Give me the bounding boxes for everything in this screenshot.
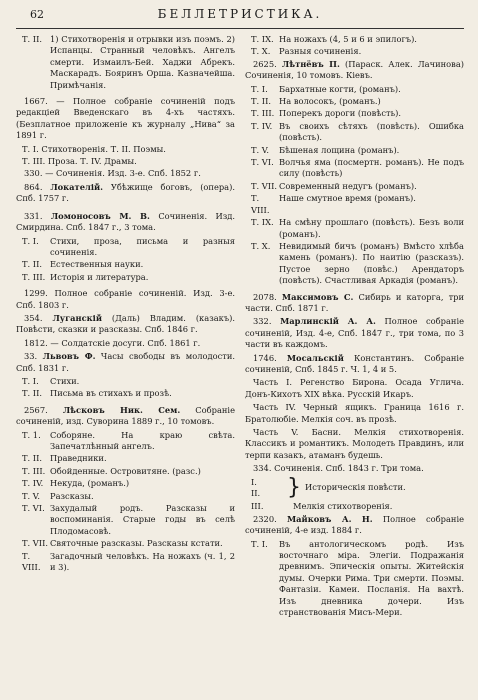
page-header xyxy=(16,6,464,28)
catalog-volume xyxy=(16,466,235,477)
entry-author: Майковъ А. Н. xyxy=(286,513,373,524)
volume-text: Наше смутное время (романъ). xyxy=(279,193,416,204)
volume-text: Современный недугъ (романъ). xyxy=(279,180,417,191)
volume-text: Поперекъ дороги (повѣсть). xyxy=(279,108,401,119)
volume-label: Т. II. xyxy=(22,259,43,270)
catalog-volume xyxy=(16,34,235,91)
volume-text: На волосокъ, (романъ.) xyxy=(279,96,381,107)
catalog-entry: 1667. — Полное собраніе сочиненій подъ редакціей Введенскаго въ 4-хъ частяхъ. (Безплатное приложеніе къ журналу „Нива“ за 1891 г. xyxy=(16,96,235,141)
right-column xyxy=(245,34,464,620)
catalog-volume xyxy=(245,108,464,119)
volume-text: Бархатные когти, (романъ). xyxy=(279,83,401,94)
entry-number: 354. xyxy=(24,312,43,323)
volume-label: Т. IX. xyxy=(251,34,274,44)
entry-number: 2320. xyxy=(253,513,277,524)
catalog-entry xyxy=(16,405,235,428)
catalog-volume xyxy=(245,539,464,619)
brace-labels xyxy=(245,477,287,500)
entry-author: Лѣсковъ Ник. Сем. xyxy=(62,404,181,415)
volume-text: Некуда, (романъ.) xyxy=(50,478,130,489)
catalog-entry xyxy=(16,313,235,336)
header-rule xyxy=(16,28,464,29)
volume-label: Т. I. xyxy=(22,235,39,246)
catalog-volume xyxy=(16,491,235,502)
entry-number: 864. xyxy=(24,181,43,192)
volume-label: I. xyxy=(251,476,257,487)
catalog-entry xyxy=(245,316,464,350)
volume-text: Мелкія стихотворенія. xyxy=(293,501,393,512)
volume-text: На смѣну прошлаго (повѣсть). Безъ воли (романъ). xyxy=(279,217,464,239)
entry-text: Сибирь и каторга, три части. Спб. 1871 г. xyxy=(245,291,465,313)
catalog-volume xyxy=(16,376,235,387)
volume-text: Въ антологическомъ родѣ. Изъ восточнаго міра. Элегіи. Подражанія древнимъ. Эпическія опыты. Житейскія думы. Очерки Рима. Три смерти. Поэмы. Фантазіи. Камеи. Посланія. На вахтѣ. Изъ дневника дочери. Изъ странствованія Мисъ-Мери. xyxy=(279,538,464,618)
volume-label: Т. II. xyxy=(22,453,43,464)
volume-text: Въ своихъ сѣтяхъ (повѣсть). Ошибка (повѣсть). xyxy=(279,120,464,143)
volume-text: Т. III. Проза. Т. IV. Драмы. xyxy=(22,156,137,167)
volume-text: Исторія и литература. xyxy=(50,271,149,282)
volume-text: Стихи. xyxy=(50,375,80,386)
catalog-entry: 1812. — Солдатскіе досуги. Спб. 1861 г. xyxy=(24,337,201,348)
catalog-entry xyxy=(16,351,235,374)
volume-list xyxy=(245,34,464,58)
volume-text: Обойденные. Островитяне. (разс.) xyxy=(50,465,201,476)
catalog-volume xyxy=(245,121,464,144)
catalog-volume xyxy=(245,217,464,240)
two-column-body xyxy=(16,34,464,620)
volume-label: Т. II. xyxy=(251,96,272,107)
volume-label: II. xyxy=(251,488,261,499)
catalog-volume xyxy=(16,236,235,259)
volume-text: 1) Стихотворенія и отрывки изъ поэмъ. 2) Испанцы. Странный человѣкъ. Ангелъ смерти. Измаилъ-Бей. Хаджи Абрекъ. Маскарадъ. Бояринъ Орша. Казначейша. Примѣчанія. xyxy=(50,34,235,90)
entry-text: Собраніе сочиненій, изд. Суворина 1889 г., 10 томовъ. xyxy=(16,404,235,427)
volume-label: Т. IV. xyxy=(22,478,44,489)
entry-author: Лѣтнёвъ П. xyxy=(281,58,340,69)
volume-label: Т. VI. xyxy=(22,503,45,514)
catalog-entry: 330. — Сочиненія. Изд. 3-е. Спб. 1852 г. xyxy=(24,168,201,179)
volume-text: На ножахъ (4, 5 и 6 и эпилогъ). xyxy=(279,34,417,44)
catalog-entry xyxy=(245,353,464,376)
entry-text: Константинъ. Собраніе сочиненій, Спб. 1845 г. Ч. 1, 4 и 5. xyxy=(245,352,464,374)
volume-text: Стихи, проза, письма и разныя сочиненія. xyxy=(50,235,235,257)
catalog-volume xyxy=(16,551,235,574)
catalog-volume xyxy=(16,478,235,489)
volume-label: Т. X. xyxy=(251,46,271,57)
volume-label: Т. I. xyxy=(251,538,268,549)
catalog-volume xyxy=(245,84,464,95)
page-number: 62 xyxy=(30,8,44,21)
entry-number: 1746. xyxy=(253,352,277,363)
entry-number: 2567. xyxy=(24,404,48,415)
entry-text: Полное собраніе сочиненій, 4-е изд. 1884 г. xyxy=(245,513,465,536)
catalog-entry xyxy=(245,292,464,315)
curly-brace-icon: } xyxy=(287,475,301,501)
volume-label: Т. V. xyxy=(251,144,269,155)
volume-label: Т. VIII. xyxy=(22,550,41,573)
volume-label: Т. III. xyxy=(22,465,46,476)
volume-label: Т. I. xyxy=(22,375,39,386)
catalog-volume xyxy=(245,96,464,107)
entry-text: (Даль) Владим. (казакъ). Повѣсти, сказки и разсказы. Спб. 1846 г. xyxy=(16,312,235,335)
catalog-volume xyxy=(245,193,464,216)
volume-label: Т. I. xyxy=(251,83,268,94)
catalog-volume xyxy=(16,430,235,453)
catalog-part: Часть IV. Черный ящикъ. Граница 1616 г. Братолюбіе. Мелкія соч. въ прозѣ. xyxy=(245,402,464,424)
volume-label: Т. IX. xyxy=(251,217,274,228)
entry-author: Луганскій xyxy=(52,312,102,323)
volume-label: Т. II. xyxy=(22,34,43,44)
catalog-entry: 1299. Полное собраніе сочиненій. Изд. 3-е. Спб. 1803 г. xyxy=(16,288,235,310)
volume-label: Т. IV. xyxy=(251,120,273,131)
volume-text: Захудалый родъ. Разсказы и воспоминанія. Старые годы въ селѣ Плодомасовѣ. xyxy=(50,503,235,536)
catalog-volume xyxy=(245,46,464,57)
volume-text: Разныя сочиненія. xyxy=(279,46,362,57)
entry-author: Мосальскій xyxy=(286,352,344,363)
volume-label: Т. III. xyxy=(22,271,46,282)
volume-list xyxy=(16,430,235,574)
volume-label: Т. 1. xyxy=(22,429,41,440)
volume-label: III. xyxy=(251,501,264,512)
catalog-volume xyxy=(16,388,235,399)
entry-number: 2078. xyxy=(253,291,277,302)
volume-label: Т. III. xyxy=(251,108,275,119)
catalog-volume xyxy=(245,145,464,156)
catalog-volume xyxy=(245,34,464,45)
catalog-volume xyxy=(245,157,464,180)
volume-label: Т. VII. xyxy=(22,538,48,549)
entry-number: 332. xyxy=(253,316,272,327)
left-column xyxy=(16,34,235,620)
brace-group xyxy=(245,477,464,500)
catalog-part: Часть V. Басни. Мелкія стихотворенія. Классикъ и романтикъ. Молодеть Правдинъ, или терпи казакъ, атаманъ будешь. xyxy=(245,427,464,460)
running-title: БЕЛЛЕТРИСТИКА. xyxy=(157,7,323,21)
volume-label: Т. VI. xyxy=(251,157,274,168)
entry-text: Убѣжище боговъ, (опера). Спб. 1757 г. xyxy=(16,181,235,204)
volume-label: Т. VIII. xyxy=(251,193,270,215)
entry-author: Максимовъ С. xyxy=(281,291,354,302)
volume-text: Соборяне. На краю свѣта. Запечатлѣнный ангелъ. xyxy=(50,429,235,451)
entry-number: 33. xyxy=(24,351,38,362)
catalog-volume xyxy=(16,259,235,270)
volume-label: Т. V. xyxy=(22,490,40,501)
catalog-volume xyxy=(16,144,235,155)
volume-text: Волчья яма (посмертн. романъ). Не подъ силу (повѣсть) xyxy=(279,157,464,179)
entry-number: 331. xyxy=(24,210,43,221)
volume-text: Разсказы. xyxy=(50,490,94,501)
entry-author: Марлинскій А. А. xyxy=(280,316,376,327)
catalog-volume xyxy=(245,501,464,512)
volume-label: Т. VII. xyxy=(251,180,277,191)
volume-text: Праведники. xyxy=(50,453,107,464)
catalog-volume xyxy=(16,156,235,167)
volume-text: Бѣшеная лощина (романъ). xyxy=(279,144,400,155)
entry-author: Локателій. xyxy=(50,181,104,192)
catalog-volume xyxy=(16,538,235,549)
catalog-volume xyxy=(16,453,235,464)
entry-text: Полное собраніе сочиненій, Изд. 4-е, Спб. 1847 г., три тома, по 3 части въ каждомъ. xyxy=(245,316,465,350)
catalog-entry xyxy=(245,59,464,82)
volume-label: Т. X. xyxy=(251,240,271,251)
volume-text: Невидимый бичъ (романъ) Вмѣсто хлѣба камень (романъ). По наитію (разсказъ). Пустое зерно (повѣс.) Арендаторъ (повѣсть). Счастливая Аркадія (романъ). xyxy=(279,240,464,286)
entry-number: 2625. xyxy=(253,58,277,69)
volume-text: Историческія повѣсти. xyxy=(305,482,406,493)
volume-label: Т. II. xyxy=(22,388,43,399)
volume-text: Святочные разсказы. Разсказы кстати. xyxy=(50,538,223,549)
volume-text: Т. I. Стихотворенія. Т. II. Поэмы. xyxy=(22,143,166,154)
volume-text: Загадочный человѣкъ. На ножахъ (ч. 1, 2 и 3). xyxy=(50,550,235,573)
volume-list xyxy=(245,84,464,287)
entry-author: Львовъ Ф. xyxy=(42,351,96,362)
volume-text: Письма въ стихахъ и прозѣ. xyxy=(50,388,172,399)
catalog-entry: 334. Сочиненія. Спб. 1843 г. Три тома. xyxy=(253,463,424,474)
catalog-entry xyxy=(245,514,464,537)
catalog-volume xyxy=(245,241,464,287)
catalog-entry xyxy=(16,182,235,205)
volume-text: Естественныя науки. xyxy=(50,259,144,270)
catalog-entry xyxy=(16,211,235,234)
entry-text: Сочиненія. Изд. Смирдина. Спб. 1847 г., 3 тома. xyxy=(16,210,236,233)
catalog-volume xyxy=(16,503,235,537)
catalog-volume xyxy=(245,181,464,192)
catalog-volume xyxy=(16,272,235,283)
entry-author: Ломоносовъ М. В. xyxy=(50,210,150,221)
entry-text: (Параск. Алек. Лачинова) Сочиненія, 10 томовъ. Кіевъ. xyxy=(245,58,464,81)
entry-text: Часы свободы въ молодости. Спб. 1831 г. xyxy=(16,351,236,373)
catalog-part: Часть I. Регенство Бирона. Осада Углича. Донъ-Кихотъ XIX вѣка. Русскій Икаръ. xyxy=(245,377,464,399)
